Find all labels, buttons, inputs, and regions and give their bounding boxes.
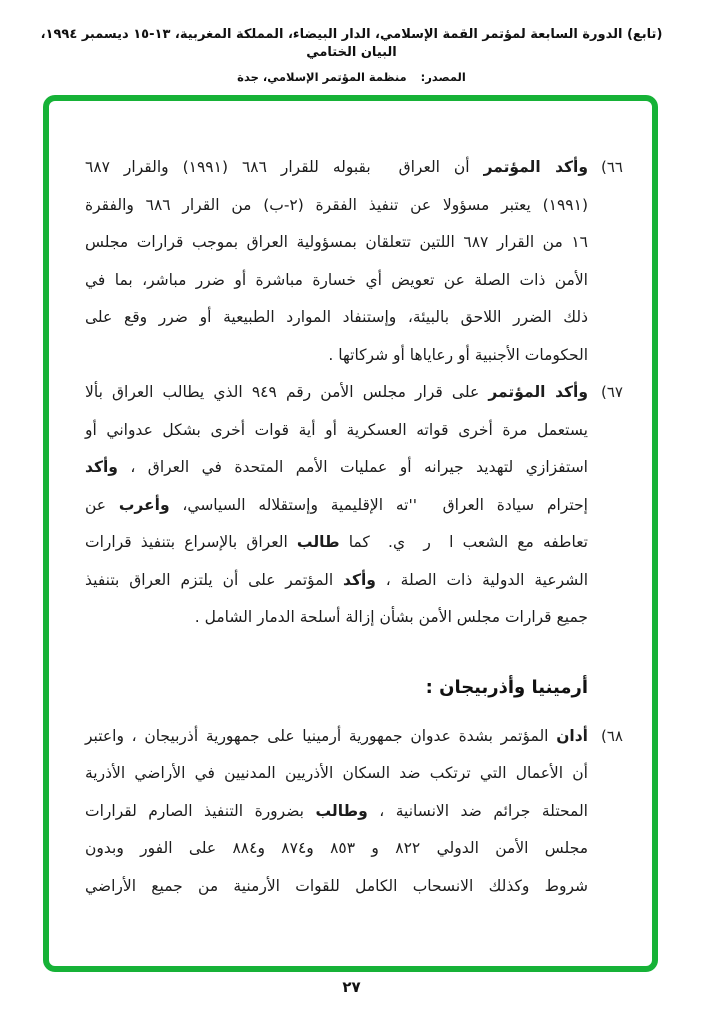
source-label: المصدر: — [420, 70, 466, 84]
text-line — [85, 599, 588, 637]
text-line — [85, 337, 588, 375]
item-number: ٦٦) — [601, 158, 623, 176]
line-segment: إحترام سيادة العراق ''ته الإقليمية وإستقلاله السياسي، — [169, 495, 588, 514]
numbered-paragraph-67 — [85, 374, 636, 637]
content-frame-highlight — [43, 95, 658, 972]
text-line — [85, 793, 588, 831]
text-line — [85, 487, 588, 525]
line-segment-bold: وأكد — [85, 458, 118, 476]
line-segment: (١٩٩١) يعتبر مسؤولا عن تنفيذ الفقرة (٢-ب) من القرار ٦٨٦ والفقرة — [85, 195, 588, 214]
line-segment: ذلك الضرر اللاحق بالبيئة، وإستنفاد الموارد الطبيعية أو ضرر وقع على — [85, 308, 588, 326]
section-heading-armenia-azerbaijan: أرمينيا وأذربيجان : — [425, 676, 588, 698]
line-segment-bold: أدان — [556, 726, 588, 745]
line-segment: بضرورة التنفيذ الصارم لقرارات — [85, 801, 316, 820]
line-segment: على قرار مجلس الأمن رقم ٩٤٩ الذي يطالب العراق بألا — [85, 383, 489, 401]
paragraph-lines — [85, 149, 588, 374]
text-line — [85, 718, 588, 756]
line-segment-bold: وأكد المؤتمر — [483, 158, 588, 176]
line-segment: الأمن ذات الصلة عن تعويض أي خسارة مباشرة أو ضرر مباشر، بما في — [85, 270, 588, 289]
line-segment: جميع قرارات مجلس الأمن بشأن إزالة أسلحة الدمار الشامل . — [194, 608, 588, 626]
text-line — [85, 224, 588, 262]
item-number: ٦٧) — [601, 383, 623, 401]
line-segment: أن العراق بقبوله للقرار ٦٨٦ (١٩٩١) والقرار ٦٨٧ — [85, 158, 484, 176]
line-segment: شروط وكذلك الانسحاب الكامل للقوات الأرمنية من جميع الأراضي — [85, 876, 588, 895]
line-segment-bold: وأكد المؤتمر — [488, 383, 588, 401]
paragraph-lines — [85, 374, 588, 637]
paragraph-lines — [85, 718, 588, 906]
line-segment: يستعمل مرة أخرى قواته العسكرية أو أية قوات أخرى بشكل عدواني أو — [85, 420, 588, 439]
text-line — [85, 449, 588, 487]
document-body — [49, 101, 652, 905]
text-line — [85, 149, 588, 187]
line-segment: الحكومات الأجنبية أو رعاياها أو شركاتها . — [328, 345, 588, 364]
line-segment: استفزازي لتهديد جيرانه أو عمليات الأمم المتحدة في العراق ، — [117, 458, 588, 476]
document-header — [0, 0, 703, 84]
numbered-paragraph-68 — [85, 718, 636, 906]
line-segment: المؤتمر بشدة عدوان جمهورية أرمينيا على جمهورية أذربيجان ، واعتبر — [85, 726, 557, 745]
source-value: منظمة المؤتمر الإسلامي، جدة — [237, 70, 407, 84]
text-line — [85, 262, 588, 300]
line-segment: عن — [85, 495, 119, 514]
numbered-paragraph-66 — [85, 149, 636, 374]
line-segment: أن الأعمال التي ترتكب ضد السكان الأذريين المدنيين في الأراضي الأذرية — [85, 764, 588, 782]
text-line — [85, 412, 588, 450]
line-segment-bold: طالب — [296, 533, 340, 551]
text-line — [85, 299, 588, 337]
line-segment: العراق بالإسراع بتنفيذ قرارات — [85, 533, 297, 551]
line-segment-bold: وطالب — [315, 801, 368, 820]
text-line — [85, 562, 588, 600]
line-segment: ١٦ من القرار ٦٨٧ اللتين تتعلقان بمسؤولية العراق بموجب قرارات مجلس — [85, 233, 588, 251]
item-number: ٦٨) — [601, 726, 623, 745]
text-line — [85, 374, 588, 412]
text-line — [85, 524, 588, 562]
text-line — [85, 755, 588, 793]
page-number: ٢٧ — [342, 978, 361, 996]
line-segment: المؤتمر على أن يلتزم العراق بتنفيذ — [85, 570, 344, 589]
line-segment-bold: وأعرب — [118, 495, 170, 514]
header-source-line — [0, 70, 703, 84]
text-line — [85, 187, 588, 225]
line-segment: تعاطفه مع الشعب ا ر ي. كما — [339, 533, 588, 551]
line-segment: المحتلة جرائم ضد الانسانية ، — [367, 801, 588, 820]
line-segment-bold: وأكد — [343, 570, 376, 589]
header-title-line: (تابع) الدورة السابعة لمؤتمر القمة الإسلامي، الدار البيضاء، المملكة المغربية، ١٣-١٥ ديسمبر ١٩٩٤، البيان الختامي — [40, 27, 663, 60]
line-segment: الشرعية الدولية ذات الصلة ، — [375, 570, 588, 589]
text-line — [85, 868, 588, 906]
line-segment: مجلس الأمن الدولي ٨٢٢ و ٨٥٣ و٨٧٤ و٨٨٤ على الفور وبدون — [85, 839, 588, 857]
text-line — [85, 830, 588, 868]
